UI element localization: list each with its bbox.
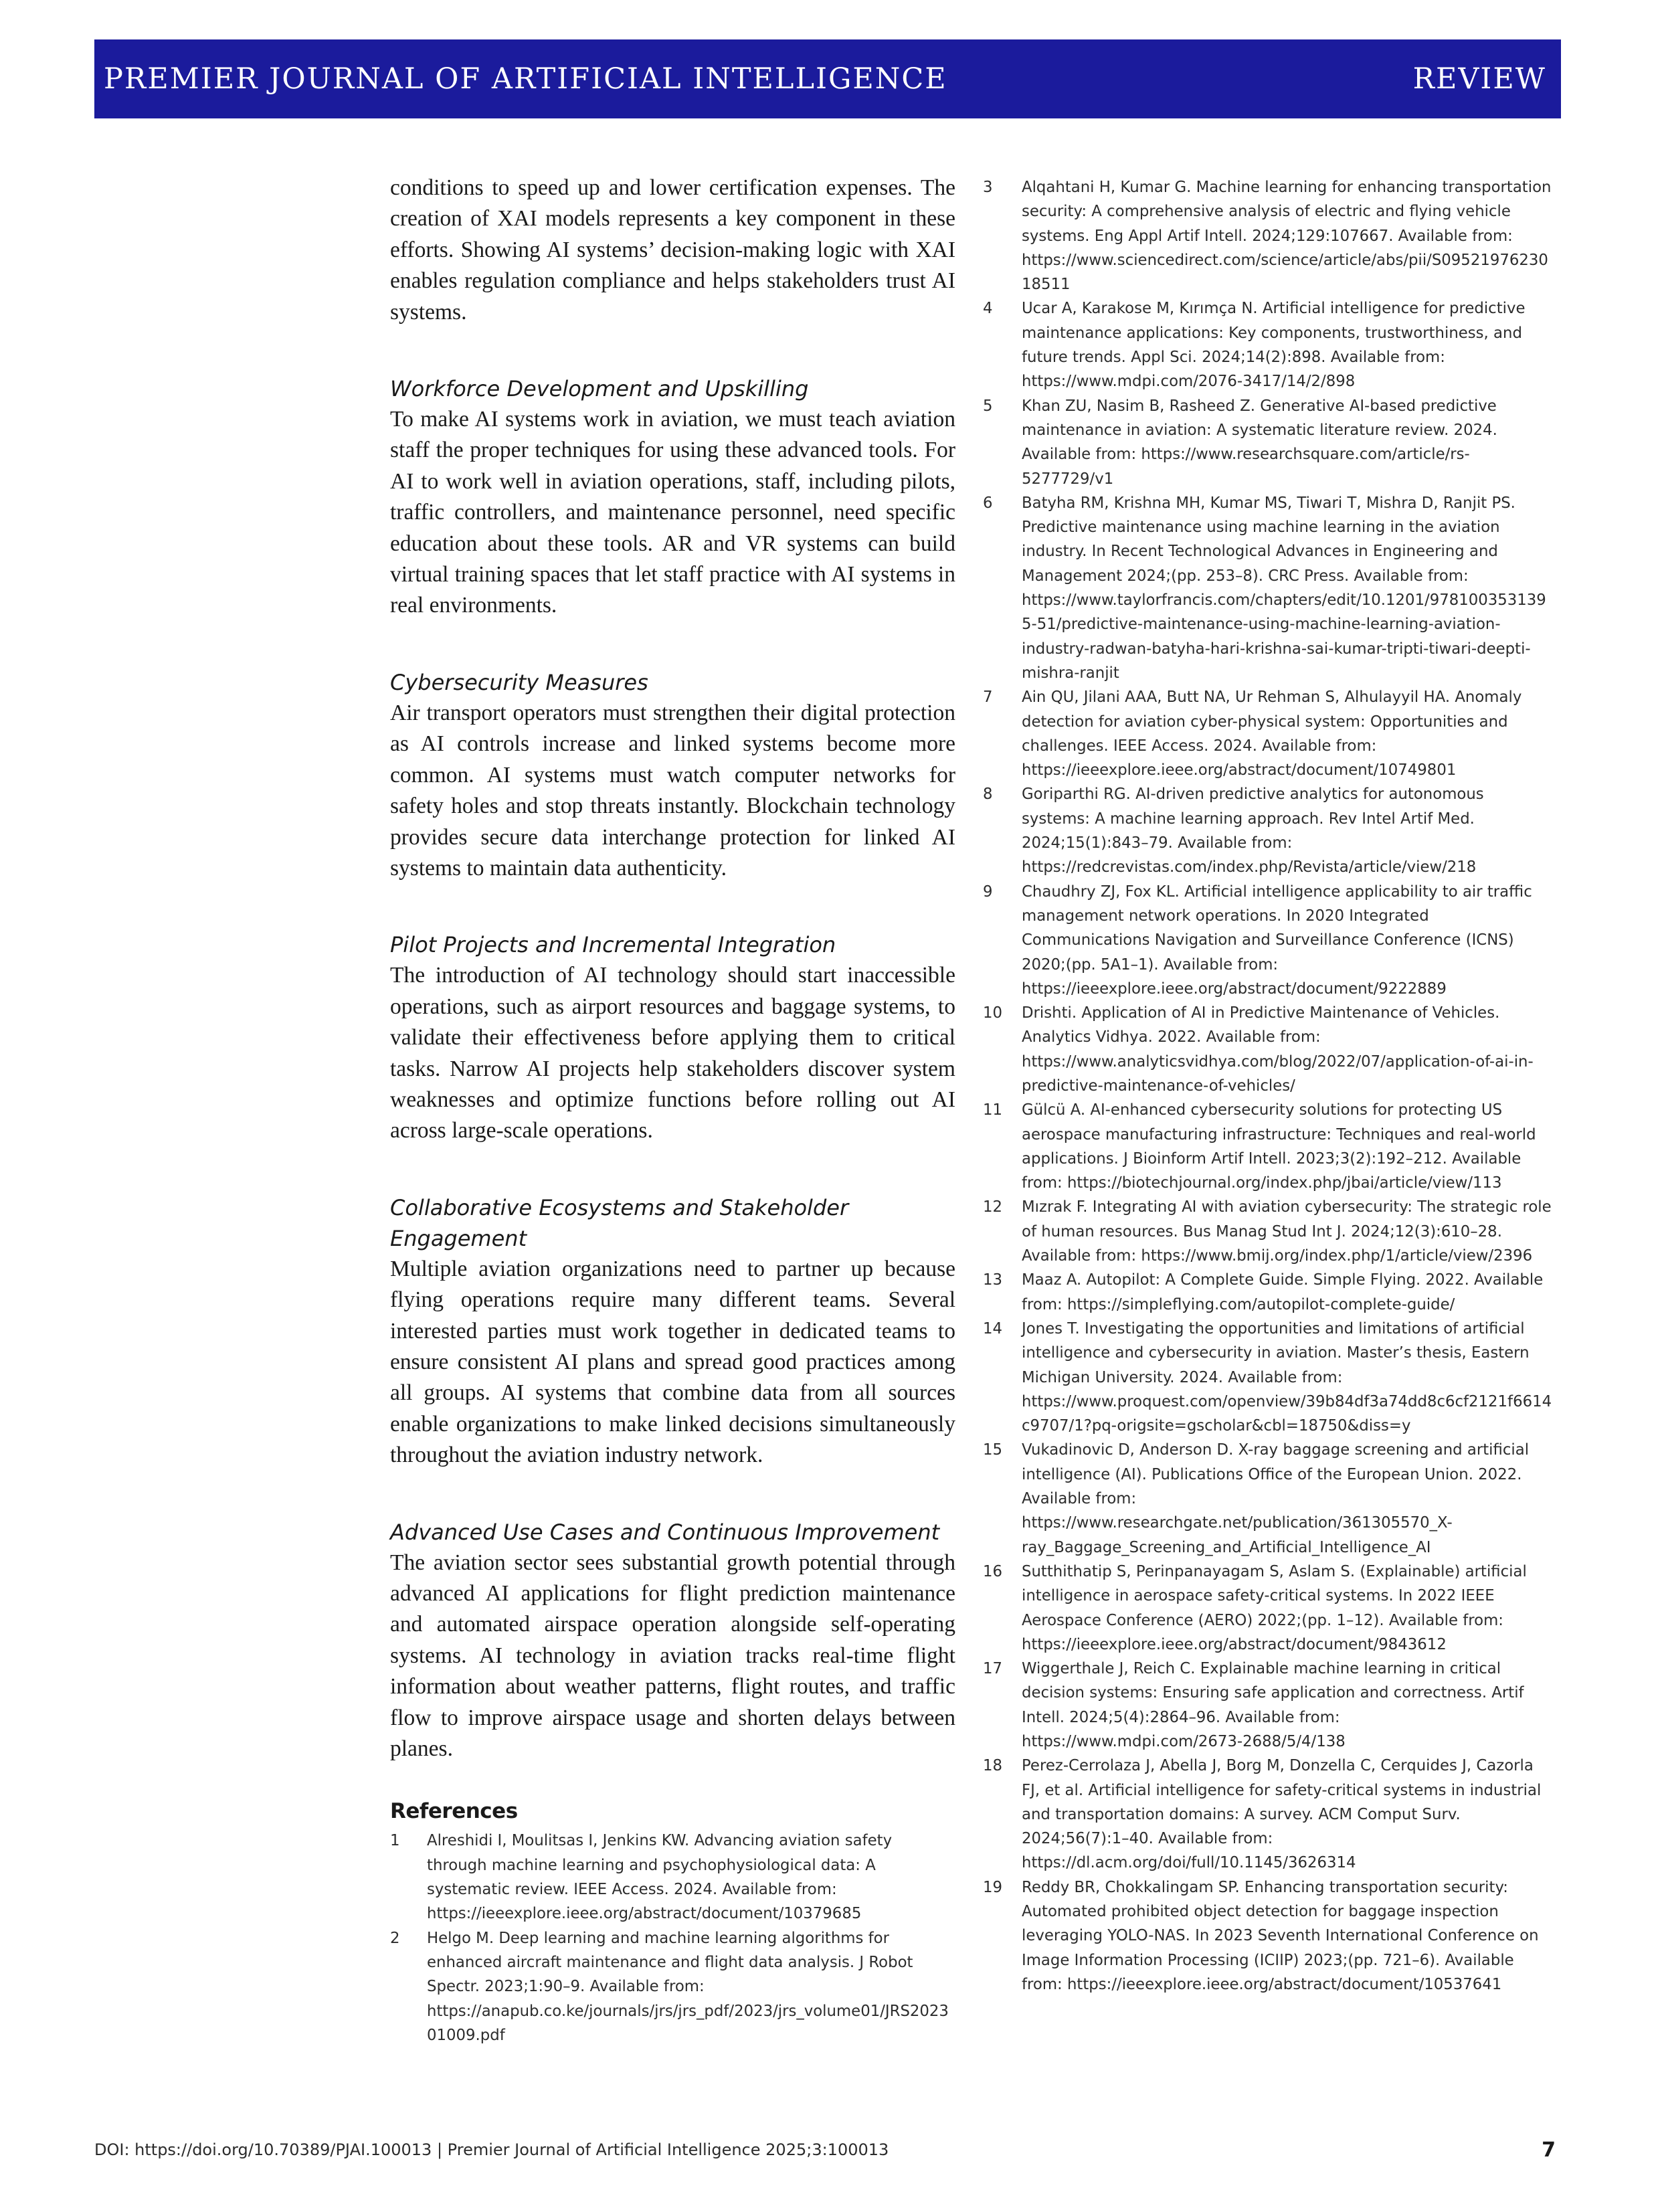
- reference-list-left: [390, 1829, 955, 2047]
- reference-number: 16: [983, 1562, 1003, 1580]
- reference-text: Alreshidi I, Moulitsas I, Jenkins KW. Advancing aviation safety through machine learning and psychophysiological data: A systematic review. IEEE Access. 2024. Available from: https://ieeexplore.ieee.org/abstract/document/10379685: [427, 1832, 893, 1923]
- reference-item: [980, 394, 1556, 491]
- reference-text: Helgo M. Deep learning and machine learning algorithms for enhanced aircraft maintenance and flight data analysis. J Robot Spectr. 2023;1:90–9. Available from: https://anapub.co.ke/journals/jrs/jrs_pdf/2023/jrs_volume01/JRS202301009.pdf: [427, 1929, 949, 2044]
- section-heading: Cybersecurity Measures: [390, 669, 648, 695]
- section-paragraph: To make AI systems work in aviation, we must teach aviation staff the proper techniques for using these advanced tools. For AI to work well in aviation operations, staff, including pilots, traffic controllers, and maintenance personnel, need specific education about these tools. AR and VR systems can build virtual training spaces that let staff practice with AI systems in real environments.: [390, 407, 955, 618]
- references-heading: References: [390, 1799, 518, 1824]
- reference-item: [390, 1926, 955, 2047]
- reference-text: Gülcü A. AI-enhanced cybersecurity solutions for protecting US aerospace manufacturing infrastructure: Techniques and real-world applications. J Bioinform Artif Intell. 2023;3(2):192–212. Available from: https://biotechjournal.org/index.php/jbai/article/view/113: [1022, 1101, 1536, 1192]
- section-paragraph: Air transport operators must strengthen their digital protection as AI controls increase and linked systems become more common. AI systems must watch computer networks for safety holes and stop threats instantly. Blockchain technology provides secure data interchange protection for linked AI systems to maintain data authenticity.: [390, 700, 955, 881]
- doi-citation: DOI: https://doi.org/10.70389/PJAI.100013 | Premier Journal of Artificial Intelligence 2025;3:100013: [94, 2140, 889, 2159]
- reference-number: 11: [983, 1101, 1003, 1119]
- reference-number: 10: [983, 1004, 1003, 1022]
- reference-text: Khan ZU, Nasim B, Rasheed Z. Generative AI-based predictive maintenance in aviation: A systematic literature review. 2024. Available from: https://www.researchsquare.com/article/rs-5277729/v1: [1022, 397, 1497, 488]
- reference-text: Chaudhry ZJ, Fox KL. Artificial intelligence applicability to air traffic management network operations. In 2020 Integrated Communications Navigation and Surveillance Conference (ICNS) 2020;(pp. 5A1–1). Available from: https://ieeexplore.ieee.org/abstract/document/9222889: [1022, 883, 1532, 998]
- reference-item: [980, 1001, 1556, 1098]
- reference-item: [980, 782, 1556, 879]
- reference-text: Jones T. Investigating the opportunities and limitations of artificial intelligence and cybersecurity in aviation. Master’s thesis, Eastern Michigan University. 2024. Available from: https://www.proquest.com/openview/39b84df3a74dd8c6cf2121f6614c9707/1?pq-origsite=gscholar&cbl=18750&diss=y: [1022, 1319, 1552, 1435]
- reference-item: [980, 1657, 1556, 1754]
- reference-item: [980, 1098, 1556, 1195]
- section-heading: Workforce Development and Upskilling: [390, 376, 809, 402]
- reference-text: Mızrak F. Integrating AI with aviation cybersecurity: The strategic role of human resources. Bus Manag Stud Int J. 2024;12(3):610–28. Available from: https://www.bmij.org/index.php/1/article/view/2396: [1022, 1198, 1552, 1265]
- reference-text: Drishti. Application of AI in Predictive Maintenance of Vehicles. Analytics Vidhya. 2022. Available from: https://www.analyticsvidhya.com/blog/2022/07/application-of-ai-in-predictive-maintenance-of-vehicles/: [1022, 1004, 1534, 1095]
- journal-title: PREMIER JOURNAL OF ARTIFICIAL INTELLIGENCE: [104, 62, 947, 96]
- reference-number: 15: [983, 1441, 1003, 1459]
- reference-item: [980, 1317, 1556, 1438]
- reference-number: 3: [983, 179, 993, 196]
- journal-banner: [94, 39, 1561, 118]
- page-number: 7: [1542, 2138, 1556, 2162]
- reference-number: 8: [983, 786, 993, 804]
- reference-item: [980, 1195, 1556, 1268]
- reference-item: [980, 1268, 1556, 1317]
- reference-number: 18: [983, 1757, 1003, 1775]
- article-type-label: REVIEW: [1412, 62, 1546, 96]
- reference-number: 14: [983, 1319, 1003, 1338]
- reference-text: Batyha RM, Krishna MH, Kumar MS, Tiwari T, Mishra D, Ranjit PS. Predictive maintenance using machine learning in the aviation industry. In Recent Technological Advances in Engineering and Management 2024;(pp. 253–8). CRC Press. Available from: https://www.taylorfrancis.com/chapters/edit/10.1201/9781003531395-51/predictive-maintenance-using-machine-learning-aviation-industry-radwan-batyha-hari-krishna-sai-kumar-tripti-tiwari-deepti-mishra-ranjit: [1022, 494, 1546, 682]
- reference-text: Ucar A, Karakose M, Kırımça N. Artificial intelligence for predictive maintenance applications: Key components, trustworthiness, and future trends. Appl Sci. 2024;14(2):898. Available from: https://www.mdpi.com/2076-3417/14/2/898: [1022, 300, 1526, 391]
- section-paragraph: Multiple aviation organizations need to partner up because flying operations require many different teams. Several interested parties must work together in dedicated teams to ensure consistent AI plans and spread good practices among all groups. AI systems that combine data from all sources enable organizations to make linked decisions simultaneously throughout the aviation industry network.: [390, 1256, 955, 1468]
- reference-item: [980, 685, 1556, 782]
- reference-number: 1: [390, 1832, 400, 1850]
- page-footer: [94, 2136, 1561, 2163]
- reference-text: Goriparthi RG. AI-driven predictive analytics for autonomous systems: A machine learning approach. Rev Intel Artif Med. 2024;15(1):843–79. Available from: https://redcrevistas.com/index.php/Revista/article/view/218: [1022, 786, 1484, 877]
- intro-paragraph: conditions to speed up and lower certification expenses. The creation of XAI models represents a key component in these efforts. Showing AI systems’ decision-making logic with XAI enables regulation compliance and helps stakeholders trust AI systems.: [390, 175, 955, 325]
- reference-text: Ain QU, Jilani AAA, Butt NA, Ur Rehman S, Alhulayyil HA. Anomaly detection for aviation cyber-physical system: Opportunities and challenges. IEEE Access. 2024. Available from: https://ieeexplore.ieee.org/abstract/document/10749801: [1022, 688, 1522, 779]
- reference-number: 9: [983, 883, 993, 901]
- reference-text: Alqahtani H, Kumar G. Machine learning for enhancing transportation security: A comprehensive analysis of electric and flying vehicle systems. Eng Appl Artif Intell. 2024;129:107667. Available from: https://www.sciencedirect.com/science/article/abs/pii/S0952197623018511: [1022, 179, 1552, 294]
- reference-text: Wiggerthale J, Reich C. Explainable machine learning in critical decision systems: Ensuring safe application and correctness. Artif Intell. 2024;5(4):2864–96. Available from: https://www.mdpi.com/2673-2688/5/4/138: [1022, 1660, 1524, 1750]
- reference-text: Perez-Cerrolaza J, Abella J, Borg M, Donzella C, Cerquides J, Cazorla FJ, et al. Artificial intelligence for safety-critical systems in industrial and transportation domains: A survey. ACM Comput Surv. 2024;56(7):1–40. Available from: https://dl.acm.org/doi/full/10.1145/3626314: [1022, 1757, 1542, 1872]
- reference-item: [980, 880, 1556, 1001]
- reference-item: [980, 1438, 1556, 1559]
- reference-item: [980, 1754, 1556, 1875]
- reference-number: 6: [983, 494, 993, 512]
- reference-item: [390, 1829, 955, 1926]
- section-paragraph: The aviation sector sees substantial growth potential through advanced AI applications for flight prediction maintenance and automated airspace operation alongside self-operating systems. AI technology in aviation tracks real-time flight information about weather patterns, flight routes, and traffic flow to improve airspace usage and shorten delays between planes.: [390, 1550, 955, 1762]
- reference-number: 13: [983, 1271, 1003, 1289]
- reference-number: 2: [390, 1929, 400, 1947]
- section-heading: Collaborative Ecosystems and Stakeholder Engagement: [390, 1194, 849, 1251]
- reference-list-right: [980, 175, 1556, 1997]
- reference-item: [980, 491, 1556, 685]
- reference-number: 7: [983, 688, 993, 707]
- section-heading: Pilot Projects and Incremental Integration: [390, 932, 836, 958]
- reference-number: 4: [983, 300, 993, 318]
- reference-item: [980, 1875, 1556, 1997]
- reference-number: 17: [983, 1660, 1003, 1678]
- section-heading: Advanced Use Cases and Continuous Improvement: [390, 1519, 940, 1545]
- reference-number: 19: [983, 1878, 1003, 1896]
- reference-item: [980, 1560, 1556, 1657]
- reference-number: 12: [983, 1198, 1003, 1216]
- reference-text: Vukadinovic D, Anderson D. X-ray baggage screening and artificial intelligence (AI). Publications Office of the European Union. 2022. Available from: https://www.researchgate.net/publication/361305570_X-ray_Baggage_Screening_and_Artificial_Intelligence_AI: [1022, 1441, 1530, 1556]
- left-column: [390, 173, 955, 2047]
- reference-item: [980, 296, 1556, 393]
- section-paragraph: The introduction of AI technology should start inaccessible operations, such as airport resources and baggage systems, to validate their effectiveness before applying them to critical tasks. Narrow AI projects help stakeholders discover system weaknesses and optimize functions before rolling out AI across large-scale operations.: [390, 963, 955, 1143]
- reference-text: Maaz A. Autopilot: A Complete Guide. Simple Flying. 2022. Available from: https://simpleflying.com/autopilot-complete-guide/: [1022, 1271, 1544, 1313]
- reference-text: Reddy BR, Chokkalingam SP. Enhancing transportation security: Automated prohibited object detection for baggage inspection leveraging YOLO-NAS. In 2023 Seventh International Conference on Image Information Processing (ICIIP) 2023;(pp. 721–6). Available from: https://ieeexplore.ieee.org/abstract/document/10537641: [1022, 1878, 1539, 1993]
- reference-number: 5: [983, 397, 993, 415]
- right-column: [980, 175, 1556, 1997]
- reference-text: Sutthithatip S, Perinpanayagam S, Aslam S. (Explainable) artificial intelligence in aerospace safety-critical systems. In 2022 IEEE Aerospace Conference (AERO) 2022;(pp. 1–12). Available from: https://ieeexplore.ieee.org/abstract/document/9843612: [1022, 1562, 1527, 1653]
- reference-item: [980, 175, 1556, 296]
